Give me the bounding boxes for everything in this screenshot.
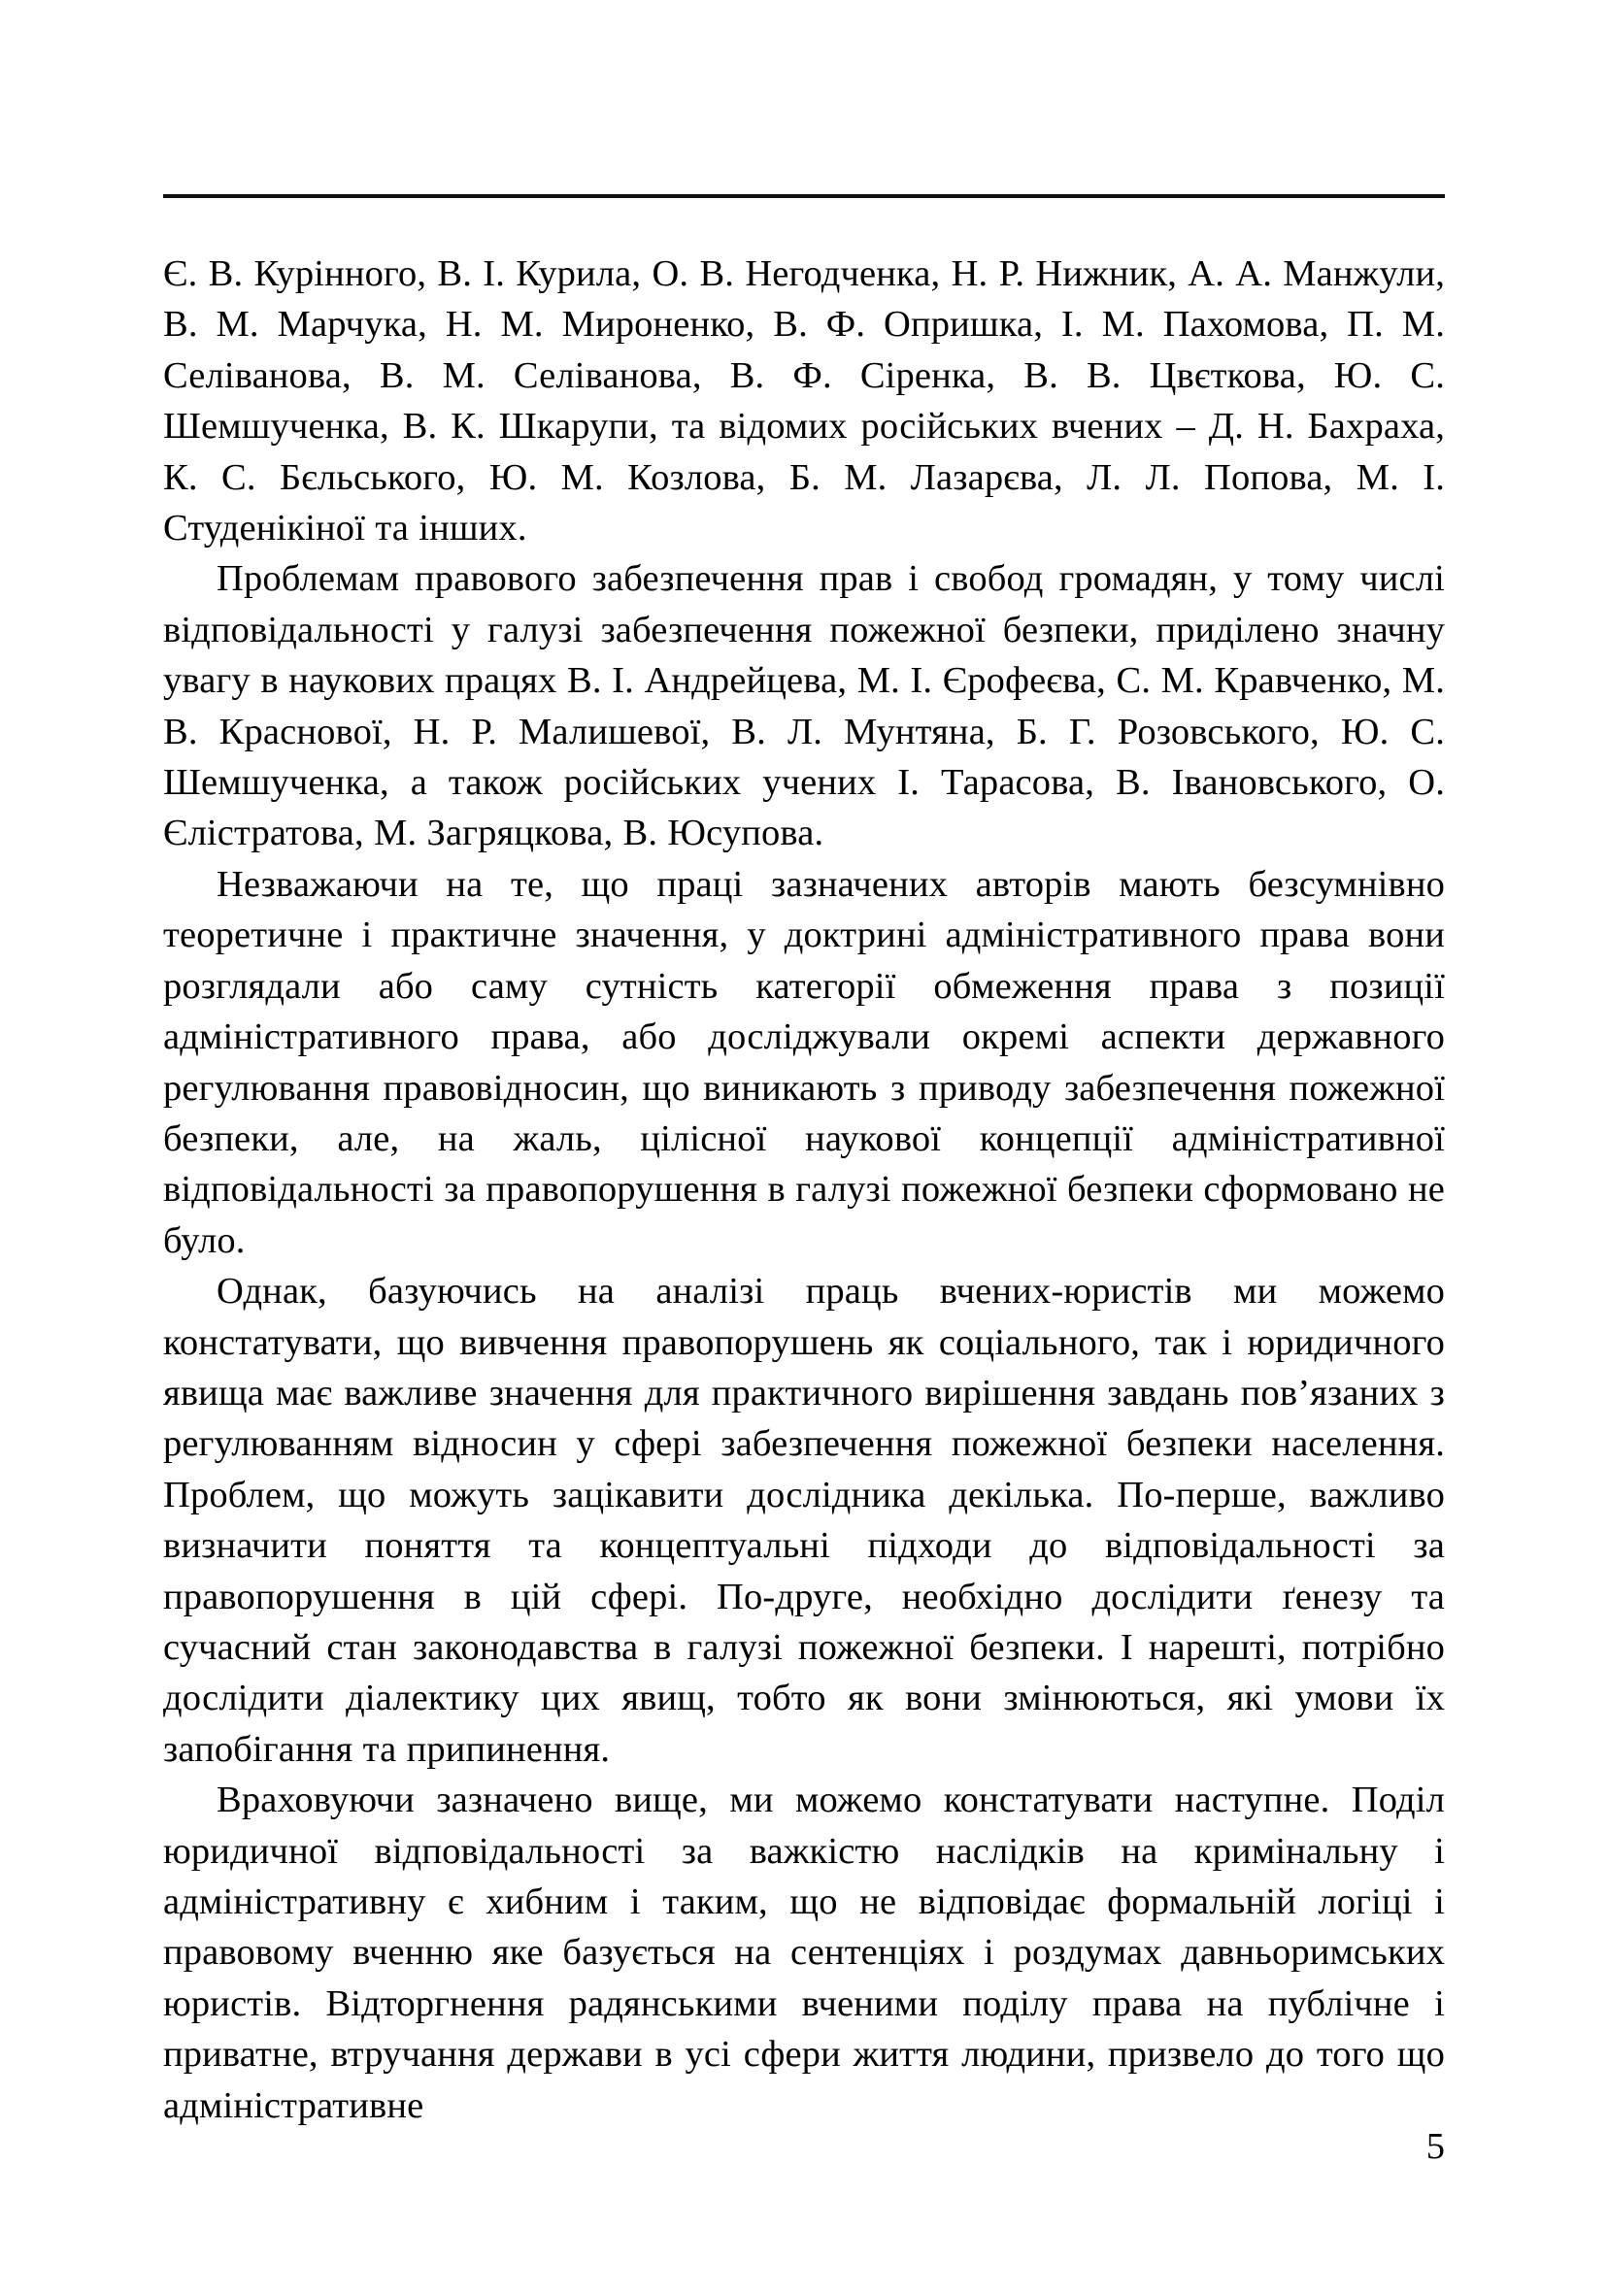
paragraph-authors-list-continued: Є. В. Курінного, В. І. Курила, О. В. Негодченка, Н. Р. Нижник, А. А. Манжули, В. М. Марчука, Н. М. Мироненко, В. Ф. Опришка, І. М. Пахомова, П. М. Селіванова, В. М. Селіванова, В. Ф. Сіренка, В. В. Цвєткова, Ю. С. Шемшученка, В. К. Шкарупи, та відомих російських вчених – Д. Н. Бахраха, К. С. Бєльського, Ю. М. Козлова, Б. М. Лазарєва, Л. Л. Попова, М. І. Студенікіної та інших. <box>163 253 1445 549</box>
body-text-column <box>163 249 1445 2131</box>
page-content-frame <box>163 194 1445 2131</box>
page-number: 5 <box>1425 2126 1445 2167</box>
paragraph-taking-into-account-conclusion: Враховуючи зазначено вище, ми можемо констатувати наступне. Поділ юридичної відповідальності за важкістю наслідків на кримінальну і адміністративну є хибним і таким, що не відповідає формальній логіці і правовому вченню яке базується на сентенціях і роздумах давньоримських юристів. Відторгнення радянськими вченими поділу права на публічне і приватне, втручання держави в усі сфери життя людини, призвело до того що адміністративне <box>163 1780 1445 2126</box>
paragraph-however-based-on-analysis: Однак, базуючись на аналізі праць вчених-юристів ми можемо констатувати, що вивчення правопорушень як соціального, так і юридичного явища має важливе значення для практичного вирішення завдань пов’язаних з регулюванням відносин у сфері забезпечення пожежної безпеки населення. Проблем, що можуть зацікавити дослідника декілька. По-перше, важливо визначити поняття та концептуальні підходи до відповідальності за правопорушення в цій сфері. По-друге, необхідно дослідити ґенезу та сучасний стан законодавства в галузі пожежної безпеки. І нарешті, потрібно дослідити діалектику цих явищ, тобто як вони змінюються, які умови їх запобігання та припинення. <box>163 1271 1445 1770</box>
paragraph-despite-theoretical-significance: Незважаючи на те, що праці зазначених авторів мають безсумнівно теоретичне і практичне значення, у доктрині адміністративного права вони розглядали або саму сутність категорії обмеження права з позиції адміністративного права, або досліджували окремі аспекти державного регулювання правовідносин, що виникають з приводу забезпечення пожежної безпеки, але, на жаль, цілісної наукової концепції адміністративної відповідальності за правопорушення в галузі пожежної безпеки сформовано не було. <box>163 863 1445 1261</box>
paragraph-problems-of-legal-support: Проблемам правового забезпечення прав і свобод громадян, у тому числі відповідальності у галузі забезпечення пожежної безпеки, приділено значну увагу в наукових працях В. І. Андрейцева, М. І. Єрофеєва, С. М. Кравченко, М. В. Краснової, Н. Р. Малишевої, В. Л. Мунтяна, Б. Г. Розовського, Ю. С. Шемшученка, а також російських учених І. Тарасова, В. Івановського, О. Єлістратова, М. Загряцкова, В. Юсупова. <box>163 558 1445 854</box>
header-rule-divider <box>163 194 1445 198</box>
